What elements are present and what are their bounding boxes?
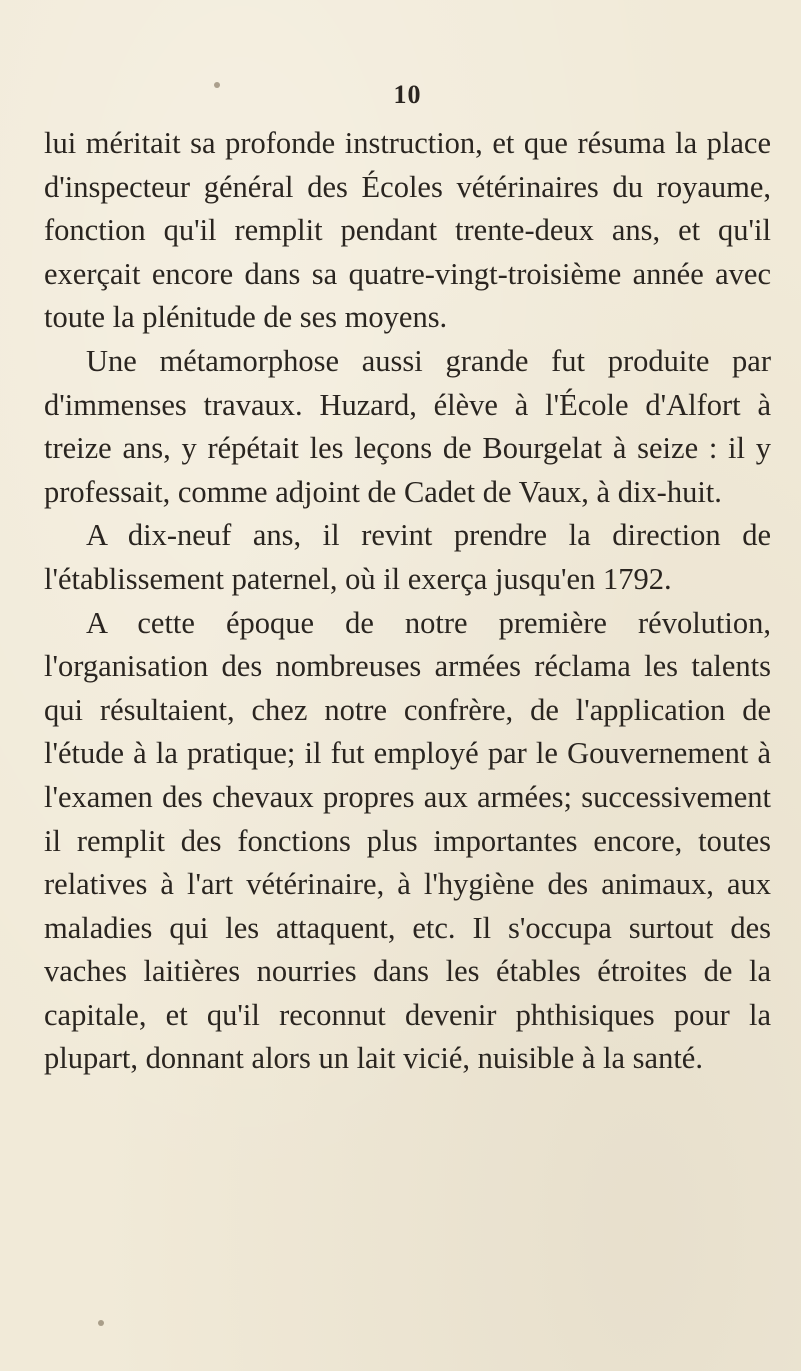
- page-number: 10: [393, 80, 422, 109]
- body-text: [44, 122, 771, 1081]
- paragraph-2: Une métamorphose aussi grande fut produite par d'immenses travaux. Huzard, élève à l'École d'Alfort à treize ans, y répétait les leçons de Bourgelat à seize : il y professait, comme adjoint de Cadet de Vaux, à dix-huit.: [44, 343, 771, 509]
- ink-spot-bottom: [98, 1320, 104, 1326]
- paragraph-4: A cette époque de notre première révolution, l'organisation des nombreuses armées réclama les talents qui résultaient, chez notre confrère, de l'application de l'étude à la pratique; il fut employé par le Gouvernement à l'examen des chevaux propres aux armées; successivement il remplit des fonctions plus importantes encore, toutes relatives à l'art vétérinaire, à l'hygiène des animaux, aux maladies qui les attaquent, etc. Il s'occupa surtout des vaches laitières nourries dans les étables étroites de la capitale, et qu'il reconnut devenir phthisiques pour la plupart, donnant alors un lait vicié, nuisible à la santé.: [44, 605, 771, 1076]
- paragraph-3: A dix-neuf ans, il revint prendre la direction de l'établissement paternel, où il exerça jusqu'en 1792.: [44, 518, 771, 596]
- paragraph-1: lui méritait sa profonde instruction, et que résuma la place d'inspecteur général des Écoles vétérinaires du royaume, fonction qu'il remplit pendant trente-deux ans, et qu'il exerçait encore dans sa quatre-vingt-troisième année avec toute la plénitude de ses moyens.: [44, 126, 771, 335]
- ink-spot-top: [214, 82, 220, 88]
